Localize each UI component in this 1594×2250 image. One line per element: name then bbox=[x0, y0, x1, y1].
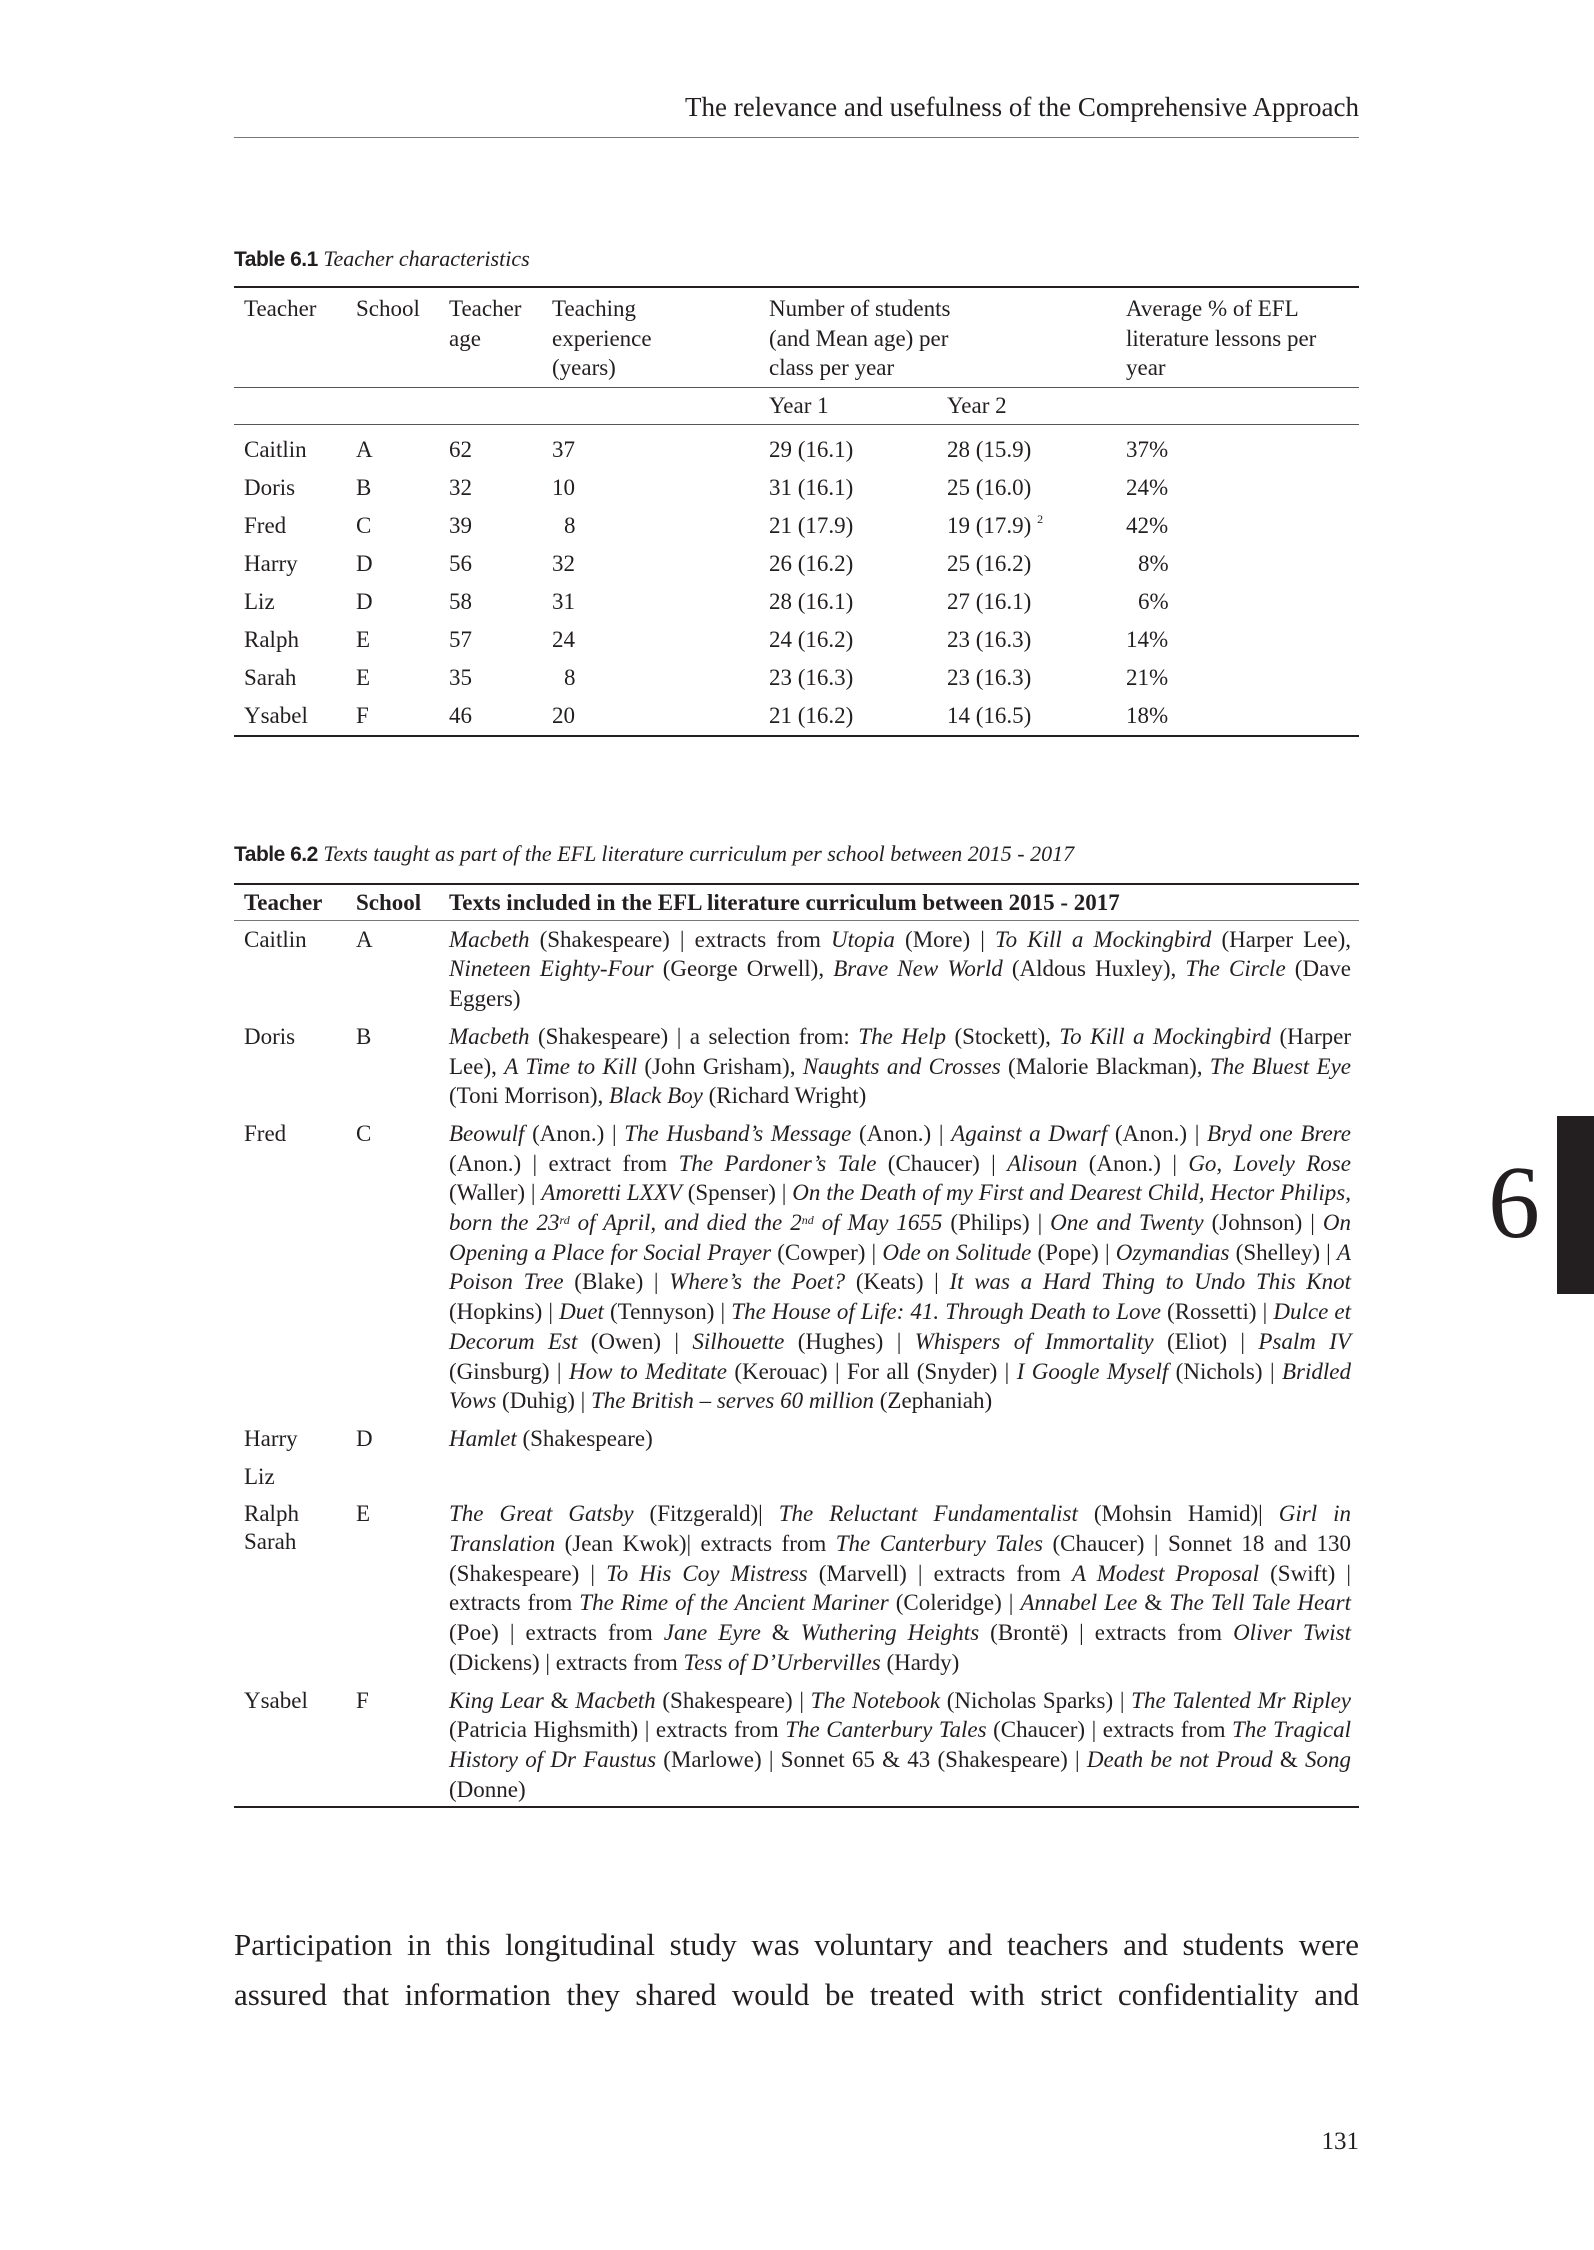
year2-value: 23 (16.3) bbox=[947, 664, 1032, 690]
percent-cell: 6% bbox=[1138, 588, 1169, 614]
age-cell: 46 bbox=[449, 702, 472, 728]
school-cell: E bbox=[356, 1501, 371, 1527]
text-title: Ozymandias bbox=[1115, 1239, 1230, 1265]
text-title: Girl in Translation bbox=[449, 1501, 1352, 1557]
text-detail: (Chaucer) | Sonnet 18 and 130 (Shakespeare) | bbox=[449, 1531, 1352, 1586]
text-detail: (Blake) | bbox=[563, 1269, 670, 1295]
teacher-cell: Ralph bbox=[244, 626, 299, 652]
table-row bbox=[234, 424, 1359, 469]
text-detail: (Waller) | bbox=[449, 1180, 542, 1206]
age-cell: 62 bbox=[449, 436, 472, 462]
text-detail: (Nichols) | bbox=[1168, 1358, 1282, 1384]
text-title: I Google Myself bbox=[1016, 1358, 1169, 1384]
text-title: The Reluctant Fundamentalist bbox=[778, 1501, 1078, 1527]
teacher-name: Ysabel bbox=[244, 1687, 308, 1713]
text-detail: & bbox=[1272, 1746, 1305, 1772]
school-cell: D bbox=[356, 550, 373, 576]
year2-cell bbox=[937, 583, 1116, 621]
teacher-name: Liz bbox=[244, 1463, 275, 1489]
column-subheader: Year 1 bbox=[769, 392, 829, 418]
footnote-marker: 2 bbox=[1037, 511, 1044, 526]
column-header: Teacher bbox=[244, 296, 317, 321]
school-cell: C bbox=[356, 1120, 372, 1146]
text-title: Alisoun bbox=[1007, 1150, 1078, 1176]
text-detail: & bbox=[760, 1620, 801, 1646]
teacher-name: Harry bbox=[244, 1425, 298, 1451]
text-title: To Kill a Mockingbird bbox=[1059, 1023, 1271, 1049]
text-detail: (Spenser) | bbox=[681, 1180, 793, 1206]
text-title: Death be not Proud bbox=[1086, 1746, 1273, 1772]
table-row bbox=[234, 621, 1359, 659]
text-detail: (George Orwell), bbox=[653, 956, 834, 982]
text-title: A Time to Kill bbox=[504, 1053, 638, 1079]
table-2-caption bbox=[234, 841, 1074, 867]
text-title: Where’s the Poet? bbox=[669, 1269, 846, 1295]
text-detail: (Eliot) | bbox=[1153, 1328, 1259, 1354]
table-subheader-row bbox=[234, 387, 1359, 424]
year2-cell bbox=[937, 507, 1116, 545]
table-row bbox=[234, 545, 1359, 583]
percent-cell: 42% bbox=[1126, 512, 1169, 538]
chapter-number-tab: 6 bbox=[1488, 1145, 1540, 1260]
year2-value: 23 (16.3) bbox=[947, 626, 1032, 652]
text-title: Go, Lovely Rose bbox=[1188, 1150, 1351, 1176]
year2-value: 25 (16.0) bbox=[947, 474, 1032, 500]
text-title: nd bbox=[801, 1213, 814, 1228]
year2-value: 14 (16.5) bbox=[947, 702, 1032, 728]
year2-cell bbox=[937, 697, 1116, 736]
text-detail: (Shakespeare) bbox=[516, 1425, 653, 1451]
text-detail: (Malorie Blackman), bbox=[1000, 1053, 1210, 1079]
text-detail: (Johnson) | bbox=[1203, 1210, 1323, 1236]
texts-cell bbox=[439, 1458, 1359, 1496]
experience-cell: 20 bbox=[552, 702, 575, 728]
teacher-cell bbox=[234, 1420, 346, 1458]
text-title: The Canterbury Tales bbox=[785, 1717, 987, 1743]
percent-cell: 8% bbox=[1138, 550, 1169, 576]
column-header: Texts included in the EFL literature curriculum between 2015 - 2017 bbox=[449, 890, 1120, 915]
text-title: Macbeth bbox=[449, 926, 530, 952]
page-number: 131 bbox=[1321, 2128, 1359, 2155]
text-detail: (Tennyson) | bbox=[603, 1299, 732, 1325]
text-title: King Lear bbox=[449, 1687, 544, 1713]
text-detail: (Dickens) | extracts from bbox=[449, 1649, 684, 1675]
column-header: School bbox=[356, 296, 420, 321]
text-detail: (Jean Kwok)| extracts from bbox=[555, 1531, 836, 1557]
text-title: The British – serves 60 million bbox=[590, 1388, 875, 1414]
teacher-cell: Doris bbox=[244, 474, 296, 500]
table-row bbox=[234, 1495, 1359, 1681]
text-detail: (Patricia Highsmith) | extracts from bbox=[449, 1717, 786, 1743]
table-row bbox=[234, 659, 1359, 697]
text-detail: (Swift) | extracts from bbox=[449, 1560, 1351, 1616]
text-title: Nineteen Eighty-Four bbox=[449, 956, 654, 982]
percent-cell: 37% bbox=[1126, 436, 1169, 462]
text-title: Silhouette bbox=[692, 1328, 785, 1354]
text-detail: (Ginsburg) | bbox=[449, 1358, 569, 1384]
school-cell: F bbox=[356, 702, 369, 728]
text-title: of April, and died the 2 bbox=[569, 1210, 802, 1236]
experience-cell: 8 bbox=[564, 512, 576, 538]
text-detail: (Shelley) | bbox=[1229, 1239, 1337, 1265]
text-title: Oliver Twist bbox=[1233, 1620, 1352, 1646]
teacher-name: Caitlin bbox=[244, 926, 307, 952]
age-cell: 39 bbox=[449, 512, 472, 538]
text-detail: (Stockett), bbox=[945, 1023, 1060, 1049]
table-row bbox=[234, 1115, 1359, 1420]
text-title: A Modest Proposal bbox=[1072, 1560, 1260, 1586]
header-rule bbox=[234, 137, 1359, 138]
text-title: To His Coy Mistress bbox=[606, 1560, 808, 1586]
text-title: The Circle bbox=[1185, 956, 1286, 982]
text-detail: (Anon.) | bbox=[1077, 1150, 1189, 1176]
school-cell: C bbox=[356, 512, 372, 538]
text-detail: (Hardy) bbox=[880, 1649, 960, 1675]
text-title: Hamlet bbox=[449, 1425, 517, 1451]
text-title: Macbeth bbox=[575, 1687, 656, 1713]
texts-cell bbox=[439, 1018, 1359, 1115]
text-detail: (Dave Eggers) bbox=[449, 956, 1351, 1012]
text-title: Wuthering Heights bbox=[800, 1620, 980, 1646]
age-cell: 56 bbox=[449, 550, 472, 576]
texts-cell bbox=[439, 1495, 1359, 1681]
year2-cell bbox=[937, 424, 1116, 469]
experience-cell: 24 bbox=[552, 626, 575, 652]
text-detail: (John Grisham), bbox=[637, 1053, 803, 1079]
text-detail: (Anon.) | bbox=[851, 1120, 952, 1146]
text-title: To Kill a Mockingbird bbox=[994, 926, 1212, 952]
experience-cell: 10 bbox=[552, 474, 575, 500]
text-detail: (Donne) bbox=[449, 1776, 526, 1802]
age-cell: 35 bbox=[449, 664, 472, 690]
table-row bbox=[234, 507, 1359, 545]
teacher-cell: Liz bbox=[244, 588, 275, 614]
teacher-cell bbox=[234, 1018, 346, 1115]
text-detail: (Anon.) | bbox=[1107, 1120, 1208, 1146]
texts-taught-table bbox=[234, 883, 1359, 1808]
age-cell: 58 bbox=[449, 588, 472, 614]
text-title: It was a Hard Thing to Undo This Knot bbox=[949, 1269, 1351, 1295]
teacher-name: Sarah bbox=[244, 1529, 297, 1555]
table-row bbox=[234, 1018, 1359, 1115]
text-title: Utopia bbox=[831, 926, 895, 952]
table-2-label: Table 6.2 bbox=[234, 843, 318, 866]
table-header-row bbox=[234, 287, 1359, 387]
year1-cell: 21 (17.9) bbox=[769, 512, 854, 538]
table-row bbox=[234, 469, 1359, 507]
teacher-cell bbox=[234, 1458, 346, 1496]
year1-cell: 29 (16.1) bbox=[769, 436, 854, 462]
text-title: Jane Eyre bbox=[663, 1620, 761, 1646]
text-detail: (Richard Wright) bbox=[702, 1083, 867, 1109]
teacher-characteristics-table bbox=[234, 286, 1359, 737]
school-cell: A bbox=[356, 436, 373, 462]
year1-cell: 23 (16.3) bbox=[769, 664, 854, 690]
teacher-name: Ralph bbox=[244, 1501, 299, 1527]
text-detail: (Keats) | bbox=[845, 1269, 950, 1295]
table-row bbox=[234, 697, 1359, 736]
text-detail: (Marvell) | extracts from bbox=[807, 1560, 1073, 1586]
text-detail: (Toni Morrison), bbox=[449, 1083, 610, 1109]
text-detail: (Shakespeare) | a selection from: bbox=[529, 1023, 859, 1049]
percent-cell: 24% bbox=[1126, 474, 1169, 500]
experience-cell: 32 bbox=[552, 550, 575, 576]
text-detail: & bbox=[543, 1687, 576, 1713]
text-title: Macbeth bbox=[449, 1023, 530, 1049]
year2-cell bbox=[937, 545, 1116, 583]
year2-value: 27 (16.1) bbox=[947, 588, 1032, 614]
text-title: Ode on Solitude bbox=[882, 1239, 1032, 1265]
percent-cell: 18% bbox=[1126, 702, 1169, 728]
text-detail: (Brontë) | extracts from bbox=[979, 1620, 1234, 1646]
text-title: The Notebook bbox=[810, 1687, 941, 1713]
column-header: Teacher bbox=[244, 890, 323, 915]
text-title: rd bbox=[559, 1213, 570, 1228]
text-detail: (Harper Lee), bbox=[1211, 926, 1351, 952]
text-title: Brave New World bbox=[833, 956, 1003, 982]
text-detail: (Anon.) | bbox=[524, 1120, 625, 1146]
text-title: Dulce et Decorum Est bbox=[449, 1299, 1352, 1354]
text-title: The Help bbox=[858, 1023, 946, 1049]
table-1-title: Teacher characteristics bbox=[323, 246, 530, 271]
table-1-caption bbox=[234, 246, 530, 272]
text-detail: (Philips) | bbox=[942, 1210, 1051, 1236]
text-title: The Tell Tale Heart bbox=[1169, 1590, 1352, 1616]
text-title: The Canterbury Tales bbox=[835, 1531, 1043, 1557]
text-detail: (Mohsin Hamid)| bbox=[1077, 1501, 1279, 1527]
text-title: How to Meditate bbox=[568, 1358, 727, 1384]
text-title: One and Twenty bbox=[1050, 1210, 1204, 1236]
text-detail: (Nicholas Sparks) | bbox=[940, 1687, 1132, 1713]
text-title: Beowulf bbox=[449, 1120, 525, 1146]
text-title: The Talented Mr Ripley bbox=[1131, 1687, 1352, 1713]
running-head: The relevance and usefulness of the Comprehensive Approach bbox=[684, 92, 1359, 122]
year1-cell: 26 (16.2) bbox=[769, 550, 854, 576]
year2-cell bbox=[937, 469, 1116, 507]
texts-cell bbox=[439, 1420, 1359, 1458]
year1-cell: 28 (16.1) bbox=[769, 588, 854, 614]
body-paragraph: Participation in this longitudinal study was voluntary and teachers and students were assured that information they shared would be treated with strict confidentiality and bbox=[234, 1927, 1359, 2012]
school-cell: E bbox=[356, 664, 371, 690]
text-title: The Great Gatsby bbox=[449, 1501, 634, 1527]
text-title: of May 1655 bbox=[813, 1210, 943, 1236]
text-detail: (Cowper) | bbox=[771, 1239, 883, 1265]
text-detail: (Hopkins) | bbox=[449, 1299, 560, 1325]
text-detail: (Shakespeare) | extracts from bbox=[529, 926, 832, 952]
text-title: A Poison Tree bbox=[449, 1239, 1351, 1295]
column-subheader: Year 2 bbox=[947, 392, 1007, 418]
text-title: The Pardoner’s Tale bbox=[678, 1150, 877, 1176]
text-detail: (Zephaniah) bbox=[874, 1388, 993, 1414]
text-title: The Rime of the Ancient Mariner bbox=[579, 1590, 889, 1616]
text-detail: (Marlowe) | Sonnet 65 & 43 (Shakespeare) | bbox=[656, 1746, 1087, 1772]
text-title: Naughts and Crosses bbox=[802, 1053, 1001, 1079]
year2-cell bbox=[937, 621, 1116, 659]
column-header: Average % of EFL literature lessons per year bbox=[1126, 296, 1317, 380]
teacher-cell: Caitlin bbox=[244, 436, 307, 462]
text-title: Bryd one Brere bbox=[1207, 1120, 1351, 1146]
text-detail: (Poe) | extracts from bbox=[449, 1620, 664, 1646]
text-detail: (Coleridge) | bbox=[888, 1590, 1021, 1616]
table-1-label: Table 6.1 bbox=[234, 248, 318, 271]
text-title: The Bluest Eye bbox=[1209, 1053, 1351, 1079]
text-detail: (Owen) | bbox=[577, 1328, 693, 1354]
text-title: Bridled Vows bbox=[449, 1358, 1351, 1414]
teacher-cell: Fred bbox=[244, 512, 287, 538]
texts-cell bbox=[439, 1115, 1359, 1420]
text-title: Whispers of Immortality bbox=[914, 1328, 1154, 1354]
percent-cell: 21% bbox=[1126, 664, 1169, 690]
text-title: On Opening a Place for Social Prayer bbox=[449, 1210, 1352, 1265]
teacher-name: Doris bbox=[244, 1023, 296, 1049]
teacher-cell: Ysabel bbox=[244, 702, 308, 728]
teacher-cell bbox=[234, 1682, 346, 1808]
school-cell: D bbox=[356, 588, 373, 614]
year1-cell: 31 (16.1) bbox=[769, 474, 854, 500]
school-cell: F bbox=[356, 1687, 369, 1713]
text-detail: (Hughes) | bbox=[784, 1328, 915, 1354]
table-row bbox=[234, 1458, 1359, 1496]
texts-cell bbox=[439, 920, 1359, 1018]
text-title: Duet bbox=[559, 1299, 604, 1325]
column-header: Teaching experience (years) bbox=[552, 296, 652, 380]
teacher-cell bbox=[234, 1495, 346, 1681]
text-title: Black Boy bbox=[609, 1083, 703, 1109]
table-row bbox=[234, 920, 1359, 1018]
school-cell: D bbox=[356, 1425, 373, 1451]
text-detail: (Chaucer) | extracts from bbox=[986, 1717, 1233, 1743]
school-cell: B bbox=[356, 1023, 372, 1049]
table-2-title: Texts taught as part of the EFL literature curriculum per school between 2015 - 2017 bbox=[323, 841, 1075, 866]
column-header: School bbox=[356, 890, 422, 915]
text-title: On the Death of my First and Dearest Child, Hector Philips, born the 23 bbox=[449, 1180, 1351, 1236]
chapter-tab-bar bbox=[1557, 1116, 1594, 1294]
text-title: Against a Dwarf bbox=[951, 1120, 1108, 1146]
year2-value: 19 (17.9) bbox=[947, 512, 1032, 538]
table-row bbox=[234, 1682, 1359, 1808]
text-detail: (Anon.) | extract from bbox=[449, 1150, 679, 1176]
text-title: The Husband’s Message bbox=[624, 1120, 852, 1146]
teacher-cell: Harry bbox=[244, 550, 298, 576]
text-detail: (Kerouac) | For all (Snyder) | bbox=[726, 1358, 1017, 1384]
text-detail: (Chaucer) | bbox=[876, 1150, 1008, 1176]
year2-cell bbox=[937, 659, 1116, 697]
teacher-cell bbox=[234, 920, 346, 1018]
text-title: The House of Life: 41. Through Death to Love bbox=[731, 1299, 1161, 1325]
text-title: Psalm IV bbox=[1258, 1328, 1351, 1354]
text-detail: (Pope) | bbox=[1031, 1239, 1116, 1265]
year1-cell: 24 (16.2) bbox=[769, 626, 854, 652]
school-cell bbox=[346, 1458, 439, 1496]
text-title: Annabel Lee bbox=[1020, 1590, 1138, 1616]
experience-cell: 31 bbox=[552, 588, 575, 614]
percent-cell: 14% bbox=[1126, 626, 1169, 652]
school-cell: E bbox=[356, 626, 371, 652]
year1-cell: 21 (16.2) bbox=[769, 702, 854, 728]
text-title: Tess of D’Urbervilles bbox=[683, 1649, 881, 1675]
school-cell: A bbox=[356, 926, 373, 952]
experience-cell: 37 bbox=[552, 436, 575, 462]
text-detail: (Harper Lee), bbox=[449, 1023, 1351, 1079]
age-cell: 57 bbox=[449, 626, 472, 652]
teacher-cell bbox=[234, 1115, 346, 1420]
table-row bbox=[234, 1420, 1359, 1458]
teacher-cell: Sarah bbox=[244, 664, 297, 690]
texts-cell bbox=[439, 1682, 1359, 1808]
text-detail: (Aldous Huxley), bbox=[1002, 956, 1186, 982]
age-cell: 32 bbox=[449, 474, 472, 500]
school-cell: B bbox=[356, 474, 372, 500]
text-title: Song bbox=[1304, 1746, 1351, 1772]
table-row bbox=[234, 583, 1359, 621]
text-detail: (More) | bbox=[894, 926, 995, 952]
text-title: Amoretti LXXV bbox=[541, 1180, 682, 1206]
year2-value: 25 (16.2) bbox=[947, 550, 1032, 576]
year2-value: 28 (15.9) bbox=[947, 436, 1032, 462]
column-header: Teacher age bbox=[449, 296, 522, 351]
text-detail: & bbox=[1137, 1590, 1170, 1616]
text-detail: (Rossetti) | bbox=[1160, 1299, 1274, 1325]
column-header: Number of students (and Mean age) per class per year bbox=[769, 296, 951, 380]
experience-cell: 8 bbox=[564, 664, 576, 690]
table-header-row bbox=[234, 884, 1359, 920]
text-title: The Tragical History of Dr Faustus bbox=[449, 1717, 1352, 1772]
text-detail: (Duhig) | bbox=[496, 1388, 591, 1414]
text-detail: (Shakespeare) | bbox=[655, 1687, 811, 1713]
text-detail: (Fitzgerald)| bbox=[633, 1501, 779, 1527]
teacher-name: Fred bbox=[244, 1120, 287, 1146]
